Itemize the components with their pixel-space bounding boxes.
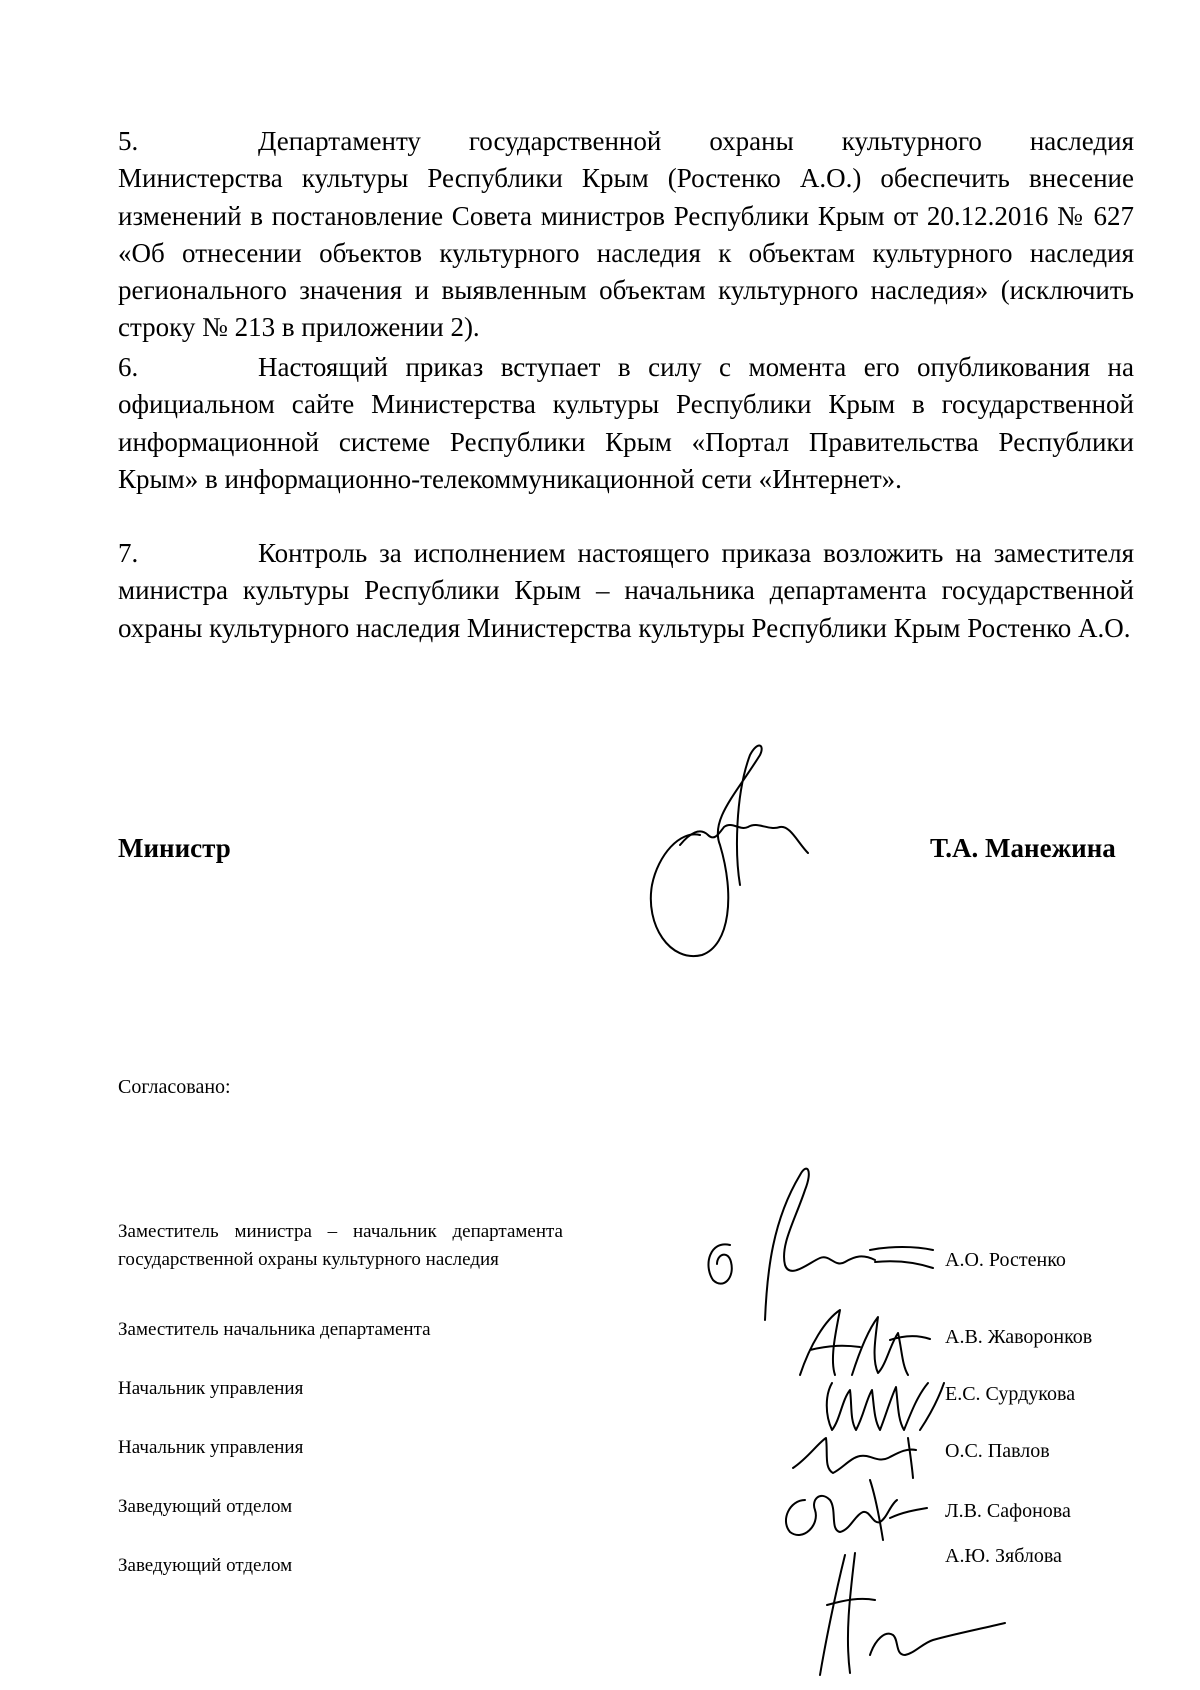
approval-position: Начальник управления bbox=[118, 1378, 304, 1399]
approval-name: Е.С. Сурдукова bbox=[945, 1383, 1076, 1405]
paragraph-text: Контроль за исполнением настоящего приказа возложить на заместителя министра культуры Республики Крым – начальника департамента государственной охраны культурного наследия Министерства культуры Республики Крым Ростенко А.О. bbox=[118, 538, 1134, 643]
approval-name: А.В. Жаворонков bbox=[945, 1326, 1093, 1348]
approval-position: Заведующий отделом bbox=[118, 1496, 293, 1517]
signatory-title: Министр bbox=[118, 833, 231, 863]
paragraph-7 bbox=[118, 535, 1134, 647]
approval-signature-safonova bbox=[775, 1470, 930, 1545]
approvals-heading: Согласовано: bbox=[118, 1076, 231, 1098]
paragraph-number: 5. bbox=[118, 126, 139, 156]
minister-name: Т.А. Манежина bbox=[930, 833, 1116, 863]
paragraph-6 bbox=[118, 349, 1134, 498]
minister-signature bbox=[640, 735, 840, 965]
paragraph-text: Настоящий приказ вступает в силу с момента его опубликования на официальном сайте Министерства культуры Республики Крым в государственной информационной системе Республики Крым «Портал Правительства Республики Крым» в информационно-телекоммуникационной сети «Интернет». bbox=[118, 352, 1134, 494]
approval-position: Заместитель начальника департамента bbox=[118, 1319, 431, 1340]
paragraph-number: 7. bbox=[118, 538, 139, 568]
approval-position: Заместитель министра – начальник департамента государственной охраны культурного наследия bbox=[118, 1221, 563, 1270]
approval-name: О.С. Павлов bbox=[945, 1440, 1050, 1462]
approval-name: А.О. Ростенко bbox=[945, 1249, 1066, 1271]
approval-name: А.Ю. Зяблова bbox=[945, 1545, 1062, 1567]
approval-signature-zyablova bbox=[815, 1545, 1015, 1680]
paragraph-5 bbox=[118, 123, 1134, 347]
paragraph-number: 6. bbox=[118, 352, 139, 382]
approval-signature-rostenko bbox=[695, 1150, 945, 1325]
paragraph-text: Департаменту государственной охраны культурного наследия Министерства культуры Республики Крым (Ростенко А.О.) обеспечить внесение изменений в постановление Совета министров Республики Крым от 20.12.2016 № 627 «Об отнесении объектов культурного наследия к объектам культурного наследия регионального значения и выявленным объектам культурного наследия» (исключить строку № 213 в приложении 2). bbox=[118, 126, 1134, 343]
approval-position: Начальник управления bbox=[118, 1437, 304, 1458]
approval-signature-zhavoronkov bbox=[790, 1305, 940, 1385]
approval-name: Л.В. Сафонова bbox=[945, 1500, 1071, 1522]
approval-position: Заведующий отделом bbox=[118, 1555, 293, 1576]
